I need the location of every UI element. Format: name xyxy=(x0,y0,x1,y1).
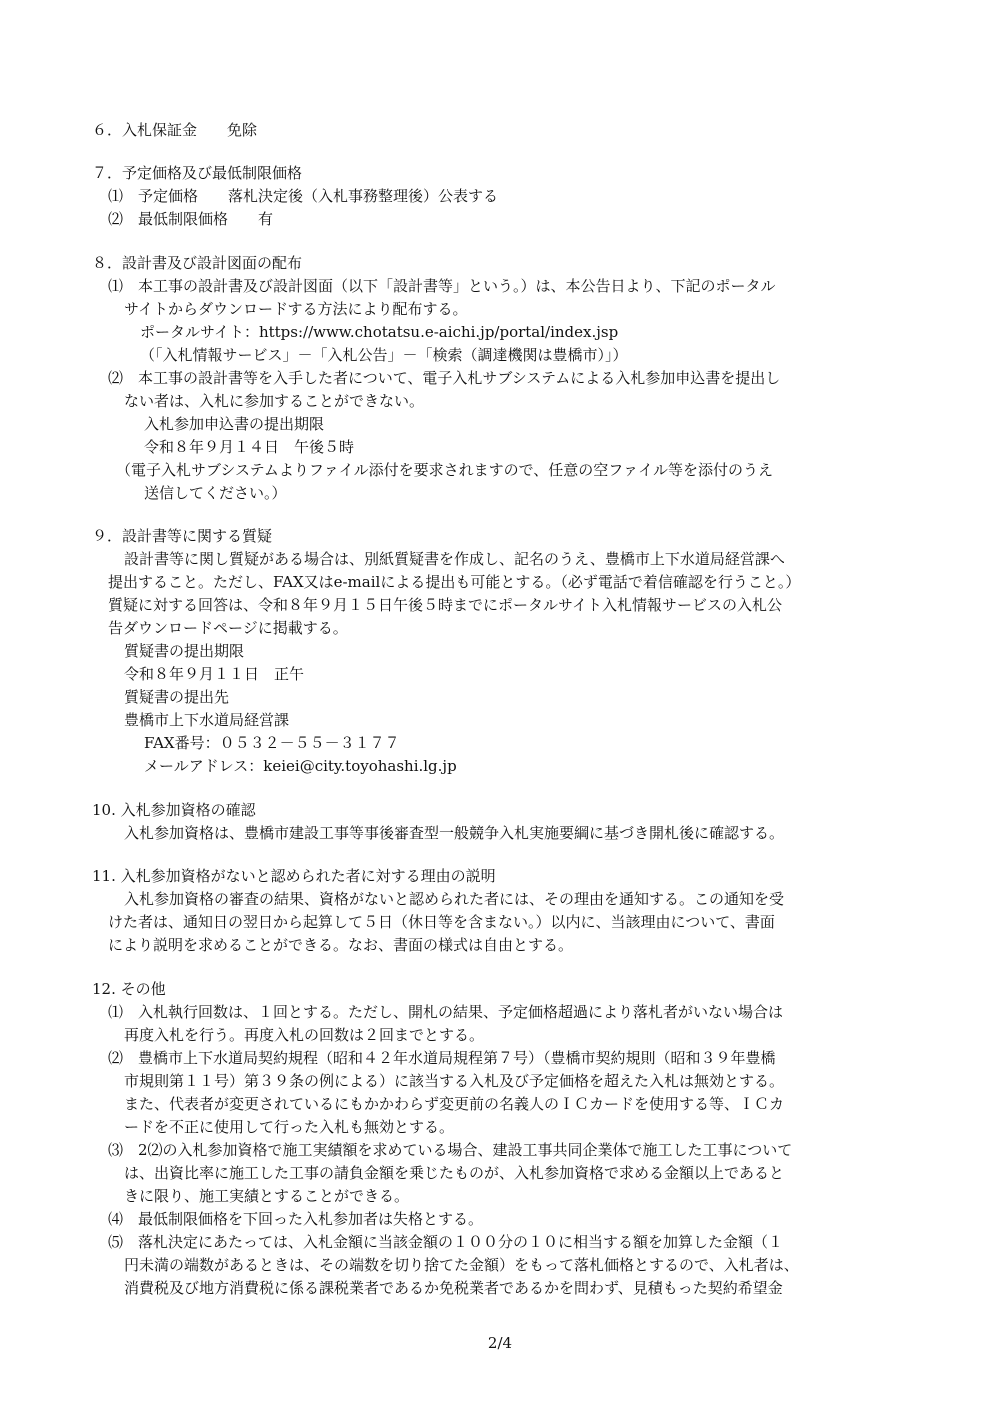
section-12-line: は、出資比率に施工した工事の請負金額を乗じたものが、入札参加資格で求める金額以上であると xyxy=(124,1164,785,1182)
section-12-line: また、代表者が変更されているにもかかわらず変更前の名義人のＩＣカードを使用する等、ＩＣカ xyxy=(124,1095,785,1113)
section-12-line: ⑷ 最低制限価格を下回った入札参加者は失格とする。 xyxy=(108,1210,484,1228)
section-11-heading: 11. 入札参加資格がないと認められた者に対する理由の説明 xyxy=(92,867,496,885)
section-12-line: ⑵ 豊橋市上下水道局契約規程（昭和４２年水道局規程第７号）（豊橋市契約規則（昭和３９年豊橋 xyxy=(108,1049,776,1067)
section-12-line: きに限り、施工実績とすることができる。 xyxy=(124,1187,410,1205)
section-12-line: ⑴ 入札執行回数は、１回とする。ただし、開札の結果、予定価格超過により落札者がいない場合は xyxy=(108,1003,784,1021)
application-deadline: 令和８年９月１４日 午後５時 xyxy=(144,438,355,456)
section-12-line: 消費税及び地方消費税に係る課税業者であるか免税業者であるかを問わず、見積もった契約希望金 xyxy=(124,1279,783,1297)
section-9-line: 設計書等に関し質疑がある場合は、別紙質疑書を作成し、記名のうえ、豊橋市上下水道局経営課へ xyxy=(124,550,785,568)
page-number: 2/4 xyxy=(487,1334,513,1352)
section-10-heading: 10. 入札参加資格の確認 xyxy=(92,801,256,819)
section-8-line: 送信してください。） xyxy=(144,484,287,502)
section-9-line: 質疑に対する回答は、令和８年９月１５日午後５時までにポータルサイト入札情報サービスの入札公 xyxy=(108,596,782,614)
section-8-line: ⑴ 本工事の設計書及び設計図面（以下「設計書等」という。）は、本公告日より、下記のポータル xyxy=(108,277,776,295)
section-11-line: により説明を求めることができる。なお、書面の様式は自由とする。 xyxy=(108,936,574,954)
section-8-line: ない者は、入札に参加することができない。 xyxy=(124,392,425,410)
section-9-line: 質疑書の提出先 xyxy=(124,688,230,706)
section-12-line: ⑶ 2⑵の入札参加資格で施工実績額を求めている場合、建設工事共同企業体で施工した工事について xyxy=(108,1141,793,1159)
section-6-heading: ６．入札保証金 免除 xyxy=(92,121,258,139)
section-8-line: ⑵ 本工事の設計書等を入手した者について、電子入札サブシステムによる入札参加申込書を提出し xyxy=(108,369,781,387)
section-8-line: （電子入札サブシステムよりファイル添付を要求されますので、任意の空ファイル等を添付のうえ xyxy=(116,461,774,479)
section-12-line: 市規則第１１号）第３９条の例による）に該当する入札及び予定価格を超えた入札は無効とする。 xyxy=(124,1072,785,1090)
section-9-line: 質疑書の提出期限 xyxy=(124,642,245,660)
section-7-item-2: ⑵ 最低制限価格 有 xyxy=(108,210,274,228)
section-8-line: （「入札情報サービス」－「入札公告」－「検索（調達機関は豊橋市）」） xyxy=(140,346,628,364)
section-8-heading: ８．設計書及び設計図面の配布 xyxy=(92,254,303,272)
section-12-line: ⑸ 落札決定にあたっては、入札金額に当該金額の１００分の１０に相当する額を加算した金額（１ xyxy=(108,1233,784,1251)
section-8-line: 入札参加申込書の提出期限 xyxy=(144,415,325,433)
email-address: メールアドレス：keiei@city.toyohashi.lg.jp xyxy=(144,757,457,775)
question-deadline: 令和８年９月１１日 正午 xyxy=(124,665,305,683)
section-9-heading: ９．設計書等に関する質疑 xyxy=(92,527,273,545)
fax-number: FAX番号：０５３２－５５－３１７７ xyxy=(144,734,400,752)
section-9-line: 提出すること。ただし、FAX又はe-mailによる提出も可能とする。（必ず電話で着信確認を行うこと。） xyxy=(108,573,801,591)
section-9-line: 告ダウンロードページに掲載する。 xyxy=(108,619,348,637)
section-9-line: 豊橋市上下水道局経営課 xyxy=(124,711,290,729)
section-11-line: けた者は、通知日の翌日から起算して５日（休日等を含まない。）以内に、当該理由について、書面 xyxy=(108,913,775,931)
section-12-line: 円未満の端数があるときは、その端数を切り捨てた金額）をもって落札価格とするので、入札者は、 xyxy=(124,1256,799,1274)
section-7-item-1: ⑴ 予定価格 落札決定後（入札事務整理後）公表する xyxy=(108,187,499,205)
section-8-line: サイトからダウンロードする方法により配布する。 xyxy=(124,300,468,318)
portal-site-url: ポータルサイト：https://www.chotatsu.e-aichi.jp/portal/index.jsp xyxy=(140,323,619,341)
section-12-heading: 12. その他 xyxy=(92,980,166,998)
section-11-line: 入札参加資格の審査の結果、資格がないと認められた者には、その理由を通知する。この通知を受 xyxy=(124,890,785,908)
section-10-line: 入札参加資格は、豊橋市建設工事等事後審査型一般競争入札実施要綱に基づき開札後に確認する。 xyxy=(124,824,785,842)
section-12-line: ードを不正に使用して行った入札も無効とする。 xyxy=(124,1118,455,1136)
section-7-heading: ７．予定価格及び最低制限価格 xyxy=(92,164,303,182)
section-12-line: 再度入札を行う。再度入札の回数は２回までとする。 xyxy=(124,1026,485,1044)
